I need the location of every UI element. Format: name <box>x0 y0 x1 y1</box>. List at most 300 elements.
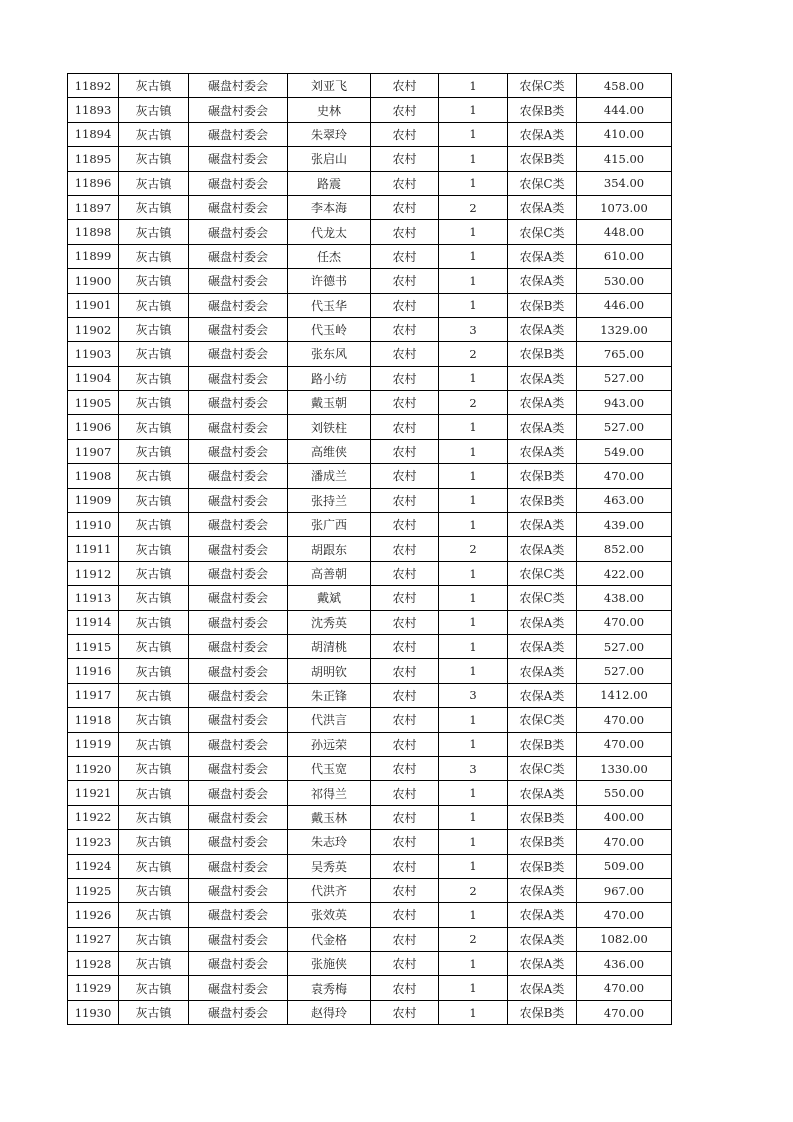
table-row <box>68 122 672 146</box>
cell-category: 农保B类 <box>508 98 577 122</box>
cell-people: 1 <box>439 513 508 537</box>
cell-name: 代玉岭 <box>288 317 371 341</box>
table-row <box>68 244 672 268</box>
cell-amount: 470.00 <box>577 610 672 634</box>
cell-committee: 碾盘村委会 <box>189 952 288 976</box>
cell-id: 11918 <box>68 708 119 732</box>
cell-town: 灰古镇 <box>119 122 189 146</box>
cell-area: 农村 <box>371 317 439 341</box>
table-row <box>68 464 672 488</box>
cell-amount: 436.00 <box>577 952 672 976</box>
cell-category: 农保A类 <box>508 976 577 1000</box>
table-row <box>68 952 672 976</box>
cell-area: 农村 <box>371 98 439 122</box>
cell-committee: 碾盘村委会 <box>189 732 288 756</box>
cell-category: 农保B类 <box>508 342 577 366</box>
cell-id: 11895 <box>68 147 119 171</box>
cell-id: 11912 <box>68 561 119 585</box>
cell-name: 许德书 <box>288 269 371 293</box>
cell-id: 11925 <box>68 878 119 902</box>
cell-committee: 碾盘村委会 <box>189 586 288 610</box>
cell-town: 灰古镇 <box>119 415 189 439</box>
cell-category: 农保A类 <box>508 952 577 976</box>
cell-name: 代龙太 <box>288 220 371 244</box>
table-row <box>68 293 672 317</box>
cell-category: 农保B类 <box>508 805 577 829</box>
cell-id: 11904 <box>68 366 119 390</box>
cell-people: 1 <box>439 74 508 98</box>
cell-id: 11907 <box>68 439 119 463</box>
cell-town: 灰古镇 <box>119 805 189 829</box>
cell-committee: 碾盘村委会 <box>189 659 288 683</box>
cell-area: 农村 <box>371 805 439 829</box>
cell-amount: 470.00 <box>577 976 672 1000</box>
cell-category: 农保A类 <box>508 513 577 537</box>
cell-area: 农村 <box>371 269 439 293</box>
cell-category: 农保A类 <box>508 683 577 707</box>
cell-id: 11897 <box>68 195 119 219</box>
cell-town: 灰古镇 <box>119 756 189 780</box>
cell-name: 史林 <box>288 98 371 122</box>
cell-area: 农村 <box>371 976 439 1000</box>
cell-area: 农村 <box>371 147 439 171</box>
cell-area: 农村 <box>371 293 439 317</box>
cell-name: 代玉华 <box>288 293 371 317</box>
cell-amount: 943.00 <box>577 391 672 415</box>
cell-amount: 470.00 <box>577 464 672 488</box>
cell-id: 11900 <box>68 269 119 293</box>
cell-name: 孙远荣 <box>288 732 371 756</box>
table-row <box>68 220 672 244</box>
cell-area: 农村 <box>371 74 439 98</box>
cell-people: 1 <box>439 122 508 146</box>
cell-id: 11919 <box>68 732 119 756</box>
cell-committee: 碾盘村委会 <box>189 366 288 390</box>
cell-category: 农保C类 <box>508 586 577 610</box>
cell-amount: 549.00 <box>577 439 672 463</box>
cell-people: 2 <box>439 391 508 415</box>
cell-people: 1 <box>439 805 508 829</box>
cell-amount: 530.00 <box>577 269 672 293</box>
table-row <box>68 488 672 512</box>
cell-id: 11905 <box>68 391 119 415</box>
cell-name: 刘亚飞 <box>288 74 371 98</box>
cell-people: 1 <box>439 1000 508 1024</box>
cell-area: 农村 <box>371 488 439 512</box>
cell-id: 11921 <box>68 781 119 805</box>
table-row <box>68 195 672 219</box>
table-row <box>68 1000 672 1024</box>
cell-category: 农保C类 <box>508 756 577 780</box>
cell-committee: 碾盘村委会 <box>189 708 288 732</box>
cell-amount: 470.00 <box>577 830 672 854</box>
table-row <box>68 659 672 683</box>
cell-people: 1 <box>439 903 508 927</box>
cell-amount: 415.00 <box>577 147 672 171</box>
table-row <box>68 513 672 537</box>
cell-people: 1 <box>439 415 508 439</box>
cell-committee: 碾盘村委会 <box>189 195 288 219</box>
cell-name: 张持兰 <box>288 488 371 512</box>
cell-area: 农村 <box>371 1000 439 1024</box>
cell-committee: 碾盘村委会 <box>189 781 288 805</box>
cell-amount: 458.00 <box>577 74 672 98</box>
cell-name: 高维侠 <box>288 439 371 463</box>
cell-name: 高善朝 <box>288 561 371 585</box>
cell-id: 11908 <box>68 464 119 488</box>
table-row <box>68 439 672 463</box>
table-row <box>68 586 672 610</box>
cell-area: 农村 <box>371 220 439 244</box>
cell-category: 农保C类 <box>508 220 577 244</box>
records-table <box>67 73 672 1025</box>
cell-id: 11929 <box>68 976 119 1000</box>
cell-id: 11899 <box>68 244 119 268</box>
cell-town: 灰古镇 <box>119 488 189 512</box>
cell-id: 11893 <box>68 98 119 122</box>
cell-amount: 448.00 <box>577 220 672 244</box>
cell-category: 农保B类 <box>508 488 577 512</box>
cell-id: 11892 <box>68 74 119 98</box>
cell-name: 张施侠 <box>288 952 371 976</box>
cell-town: 灰古镇 <box>119 732 189 756</box>
cell-committee: 碾盘村委会 <box>189 269 288 293</box>
cell-amount: 354.00 <box>577 171 672 195</box>
cell-name: 张效英 <box>288 903 371 927</box>
cell-amount: 1082.00 <box>577 927 672 951</box>
cell-name: 朱正锋 <box>288 683 371 707</box>
cell-category: 农保B类 <box>508 293 577 317</box>
cell-people: 1 <box>439 781 508 805</box>
cell-name: 代玉宽 <box>288 756 371 780</box>
cell-name: 路小纺 <box>288 366 371 390</box>
table-row <box>68 634 672 658</box>
cell-amount: 1330.00 <box>577 756 672 780</box>
cell-id: 11920 <box>68 756 119 780</box>
table-row <box>68 927 672 951</box>
cell-category: 农保A类 <box>508 244 577 268</box>
cell-people: 2 <box>439 878 508 902</box>
cell-amount: 463.00 <box>577 488 672 512</box>
cell-amount: 470.00 <box>577 903 672 927</box>
cell-amount: 470.00 <box>577 732 672 756</box>
cell-area: 农村 <box>371 878 439 902</box>
cell-amount: 1412.00 <box>577 683 672 707</box>
cell-committee: 碾盘村委会 <box>189 513 288 537</box>
cell-committee: 碾盘村委会 <box>189 537 288 561</box>
cell-area: 农村 <box>371 830 439 854</box>
cell-committee: 碾盘村委会 <box>189 610 288 634</box>
cell-people: 3 <box>439 756 508 780</box>
cell-amount: 527.00 <box>577 634 672 658</box>
cell-name: 胡清桃 <box>288 634 371 658</box>
cell-committee: 碾盘村委会 <box>189 634 288 658</box>
cell-town: 灰古镇 <box>119 98 189 122</box>
cell-town: 灰古镇 <box>119 464 189 488</box>
cell-area: 农村 <box>371 927 439 951</box>
cell-area: 农村 <box>371 366 439 390</box>
cell-people: 3 <box>439 683 508 707</box>
table-row <box>68 903 672 927</box>
cell-category: 农保A类 <box>508 269 577 293</box>
cell-id: 11927 <box>68 927 119 951</box>
cell-amount: 509.00 <box>577 854 672 878</box>
cell-town: 灰古镇 <box>119 513 189 537</box>
cell-name: 沈秀英 <box>288 610 371 634</box>
cell-people: 2 <box>439 195 508 219</box>
cell-area: 农村 <box>371 634 439 658</box>
cell-amount: 444.00 <box>577 98 672 122</box>
cell-town: 灰古镇 <box>119 195 189 219</box>
cell-town: 灰古镇 <box>119 391 189 415</box>
cell-id: 11901 <box>68 293 119 317</box>
cell-name: 张广西 <box>288 513 371 537</box>
cell-town: 灰古镇 <box>119 952 189 976</box>
cell-town: 灰古镇 <box>119 147 189 171</box>
cell-id: 11924 <box>68 854 119 878</box>
table-row <box>68 147 672 171</box>
cell-committee: 碾盘村委会 <box>189 830 288 854</box>
cell-area: 农村 <box>371 244 439 268</box>
cell-people: 1 <box>439 293 508 317</box>
cell-category: 农保A类 <box>508 366 577 390</box>
cell-people: 1 <box>439 952 508 976</box>
cell-town: 灰古镇 <box>119 366 189 390</box>
cell-committee: 碾盘村委会 <box>189 122 288 146</box>
cell-amount: 422.00 <box>577 561 672 585</box>
cell-area: 农村 <box>371 854 439 878</box>
cell-area: 农村 <box>371 610 439 634</box>
cell-category: 农保A类 <box>508 610 577 634</box>
cell-people: 2 <box>439 927 508 951</box>
table-row <box>68 317 672 341</box>
table-row <box>68 708 672 732</box>
cell-committee: 碾盘村委会 <box>189 439 288 463</box>
table-row <box>68 537 672 561</box>
cell-category: 农保A类 <box>508 415 577 439</box>
cell-committee: 碾盘村委会 <box>189 171 288 195</box>
cell-committee: 碾盘村委会 <box>189 683 288 707</box>
cell-people: 1 <box>439 439 508 463</box>
cell-people: 1 <box>439 659 508 683</box>
cell-area: 农村 <box>371 561 439 585</box>
cell-committee: 碾盘村委会 <box>189 756 288 780</box>
cell-area: 农村 <box>371 683 439 707</box>
cell-committee: 碾盘村委会 <box>189 147 288 171</box>
cell-committee: 碾盘村委会 <box>189 878 288 902</box>
cell-category: 农保B类 <box>508 854 577 878</box>
table-row <box>68 854 672 878</box>
cell-town: 灰古镇 <box>119 74 189 98</box>
cell-area: 农村 <box>371 756 439 780</box>
cell-id: 11896 <box>68 171 119 195</box>
cell-town: 灰古镇 <box>119 610 189 634</box>
cell-amount: 410.00 <box>577 122 672 146</box>
cell-id: 11909 <box>68 488 119 512</box>
cell-name: 李本海 <box>288 195 371 219</box>
cell-people: 1 <box>439 561 508 585</box>
cell-people: 2 <box>439 342 508 366</box>
cell-amount: 852.00 <box>577 537 672 561</box>
cell-id: 11923 <box>68 830 119 854</box>
cell-name: 朱志玲 <box>288 830 371 854</box>
cell-name: 朱翠玲 <box>288 122 371 146</box>
table-row <box>68 732 672 756</box>
cell-people: 1 <box>439 366 508 390</box>
cell-town: 灰古镇 <box>119 708 189 732</box>
cell-committee: 碾盘村委会 <box>189 805 288 829</box>
cell-name: 张东风 <box>288 342 371 366</box>
cell-amount: 438.00 <box>577 586 672 610</box>
cell-id: 11915 <box>68 634 119 658</box>
cell-category: 农保B类 <box>508 1000 577 1024</box>
cell-committee: 碾盘村委会 <box>189 464 288 488</box>
cell-id: 11906 <box>68 415 119 439</box>
cell-id: 11916 <box>68 659 119 683</box>
table-row <box>68 171 672 195</box>
table-row <box>68 683 672 707</box>
cell-people: 1 <box>439 147 508 171</box>
cell-people: 1 <box>439 634 508 658</box>
table-row <box>68 610 672 634</box>
cell-name: 戴斌 <box>288 586 371 610</box>
cell-people: 1 <box>439 586 508 610</box>
cell-people: 1 <box>439 976 508 1000</box>
cell-town: 灰古镇 <box>119 659 189 683</box>
cell-id: 11922 <box>68 805 119 829</box>
cell-name: 戴玉朝 <box>288 391 371 415</box>
cell-committee: 碾盘村委会 <box>189 317 288 341</box>
cell-id: 11928 <box>68 952 119 976</box>
cell-amount: 446.00 <box>577 293 672 317</box>
cell-category: 农保B类 <box>508 464 577 488</box>
cell-town: 灰古镇 <box>119 537 189 561</box>
cell-committee: 碾盘村委会 <box>189 391 288 415</box>
cell-id: 11914 <box>68 610 119 634</box>
cell-people: 1 <box>439 610 508 634</box>
cell-id: 11898 <box>68 220 119 244</box>
cell-people: 3 <box>439 317 508 341</box>
cell-name: 胡明钦 <box>288 659 371 683</box>
table-body <box>68 74 672 1025</box>
cell-town: 灰古镇 <box>119 976 189 1000</box>
table-row <box>68 415 672 439</box>
cell-people: 1 <box>439 732 508 756</box>
cell-committee: 碾盘村委会 <box>189 98 288 122</box>
table-row <box>68 269 672 293</box>
table-row <box>68 74 672 98</box>
cell-id: 11911 <box>68 537 119 561</box>
cell-town: 灰古镇 <box>119 854 189 878</box>
cell-category: 农保A类 <box>508 122 577 146</box>
cell-people: 1 <box>439 98 508 122</box>
cell-category: 农保C类 <box>508 708 577 732</box>
table-row <box>68 342 672 366</box>
table-row <box>68 391 672 415</box>
cell-area: 农村 <box>371 732 439 756</box>
cell-area: 农村 <box>371 464 439 488</box>
cell-name: 赵得玲 <box>288 1000 371 1024</box>
cell-town: 灰古镇 <box>119 439 189 463</box>
cell-area: 农村 <box>371 586 439 610</box>
cell-committee: 碾盘村委会 <box>189 854 288 878</box>
cell-amount: 1329.00 <box>577 317 672 341</box>
cell-town: 灰古镇 <box>119 683 189 707</box>
cell-amount: 1073.00 <box>577 195 672 219</box>
cell-area: 农村 <box>371 781 439 805</box>
cell-town: 灰古镇 <box>119 317 189 341</box>
cell-people: 1 <box>439 830 508 854</box>
cell-people: 1 <box>439 488 508 512</box>
cell-people: 1 <box>439 854 508 878</box>
cell-amount: 439.00 <box>577 513 672 537</box>
cell-amount: 527.00 <box>577 659 672 683</box>
cell-name: 任杰 <box>288 244 371 268</box>
cell-amount: 470.00 <box>577 1000 672 1024</box>
cell-people: 2 <box>439 537 508 561</box>
cell-amount: 527.00 <box>577 415 672 439</box>
table-row <box>68 830 672 854</box>
cell-name: 刘铁柱 <box>288 415 371 439</box>
cell-people: 1 <box>439 708 508 732</box>
cell-category: 农保A类 <box>508 537 577 561</box>
cell-category: 农保A类 <box>508 927 577 951</box>
table-row <box>68 756 672 780</box>
cell-category: 农保A类 <box>508 391 577 415</box>
cell-area: 农村 <box>371 122 439 146</box>
cell-name: 代洪言 <box>288 708 371 732</box>
cell-town: 灰古镇 <box>119 342 189 366</box>
cell-area: 农村 <box>371 708 439 732</box>
cell-committee: 碾盘村委会 <box>189 976 288 1000</box>
cell-name: 祁得兰 <box>288 781 371 805</box>
cell-category: 农保A类 <box>508 659 577 683</box>
cell-name: 代洪齐 <box>288 878 371 902</box>
cell-people: 1 <box>439 244 508 268</box>
cell-people: 1 <box>439 171 508 195</box>
cell-area: 农村 <box>371 195 439 219</box>
cell-amount: 400.00 <box>577 805 672 829</box>
cell-amount: 550.00 <box>577 781 672 805</box>
cell-category: 农保A类 <box>508 439 577 463</box>
cell-town: 灰古镇 <box>119 293 189 317</box>
cell-area: 农村 <box>371 659 439 683</box>
cell-area: 农村 <box>371 537 439 561</box>
cell-area: 农村 <box>371 415 439 439</box>
cell-committee: 碾盘村委会 <box>189 244 288 268</box>
cell-committee: 碾盘村委会 <box>189 293 288 317</box>
cell-category: 农保B类 <box>508 147 577 171</box>
cell-amount: 610.00 <box>577 244 672 268</box>
cell-area: 农村 <box>371 513 439 537</box>
cell-committee: 碾盘村委会 <box>189 927 288 951</box>
cell-committee: 碾盘村委会 <box>189 220 288 244</box>
cell-category: 农保A类 <box>508 195 577 219</box>
cell-town: 灰古镇 <box>119 878 189 902</box>
table-row <box>68 805 672 829</box>
cell-category: 农保C类 <box>508 171 577 195</box>
cell-committee: 碾盘村委会 <box>189 488 288 512</box>
cell-name: 戴玉林 <box>288 805 371 829</box>
cell-area: 农村 <box>371 391 439 415</box>
cell-id: 11902 <box>68 317 119 341</box>
cell-town: 灰古镇 <box>119 561 189 585</box>
cell-town: 灰古镇 <box>119 927 189 951</box>
cell-id: 11926 <box>68 903 119 927</box>
table-row <box>68 561 672 585</box>
cell-committee: 碾盘村委会 <box>189 415 288 439</box>
cell-town: 灰古镇 <box>119 586 189 610</box>
